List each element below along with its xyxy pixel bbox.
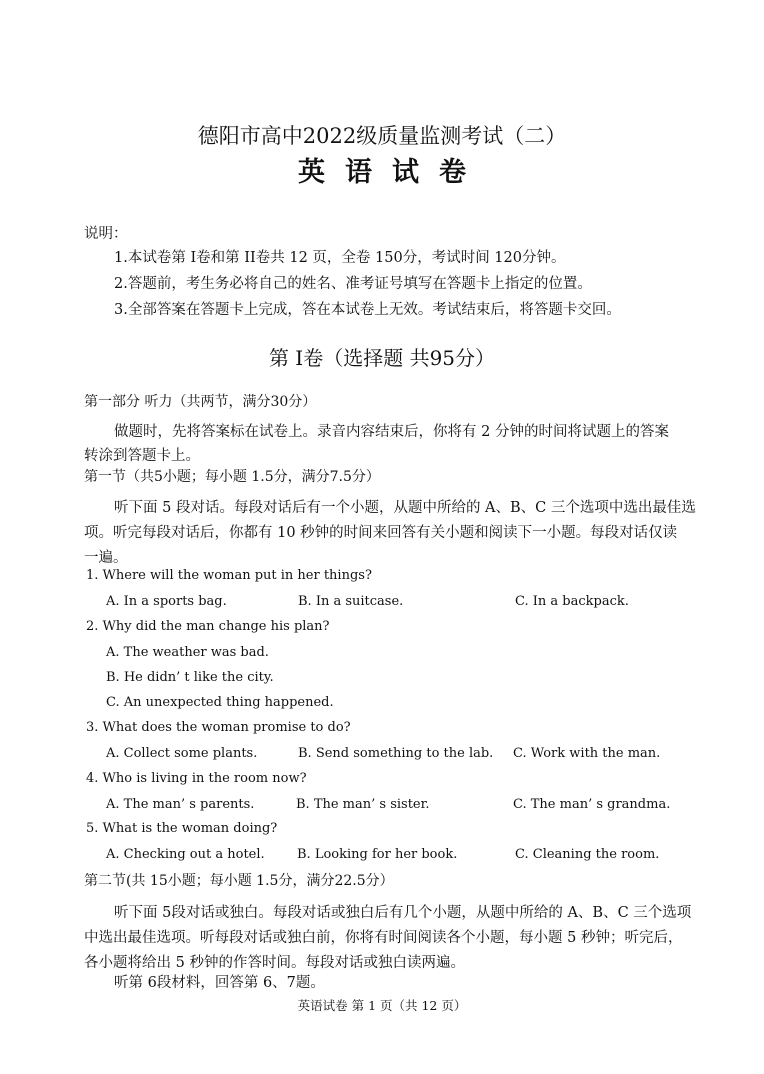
question-stem: 1. Where will the woman put in her things? (86, 568, 372, 583)
part1-heading: 第一部分 听力（共两节，满分30分） (84, 394, 317, 410)
part1-intro-line: 转涂到答题卡上。 (84, 448, 200, 464)
option-b: B. He didn’ t like the city. (106, 670, 274, 685)
question-stem: 4. Who is living in the room now? (86, 771, 307, 786)
option-a: A. Collect some plants. (106, 746, 258, 761)
option-a: A. In a sports bag. (106, 594, 227, 609)
page-footer: 英语试卷 第 1 页（共 12 页） (297, 998, 467, 1013)
part1-intro-line: 做题时，先将答案标在试卷上。录音内容结束后，你将有 2 分钟的时间将试题上的答案 (114, 424, 669, 440)
section2-intro-line: 各小题将给出 5 秒钟的作答时间。每段对话或独白读两遍。 (84, 955, 465, 971)
section1-intro-line: 听下面 5 段对话。每段对话后有一个小题，从题中所给的 A、B、C 三个选项中选出最佳选 (114, 500, 696, 516)
option-a: A. The weather was bad. (106, 645, 269, 660)
option-c: C. An unexpected thing happened. (106, 695, 334, 710)
question-stem: 3. What does the woman promise to do? (86, 720, 351, 735)
section2-heading: 第二节(共 15小题；每小题 1.5分，满分22.5分） (84, 873, 394, 889)
option-a: A. The man’ s parents. (106, 797, 255, 812)
option-b: B. The man’ s sister. (296, 797, 430, 812)
exam-title: 德阳市高中2022级质量监测考试（二） (197, 124, 567, 148)
section2-intro-line: 听第 6段材料，回答第 6、7题。 (114, 975, 325, 991)
section1-intro-line: 一遍。 (84, 550, 128, 566)
option-c: C. The man’ s grandma. (513, 797, 671, 812)
volume-title: 第 I卷（选择题 共95分） (268, 346, 496, 370)
option-a: A. Checking out a hotel. (106, 847, 265, 862)
option-c: C. Cleaning the room. (515, 847, 660, 862)
option-b: B. In a suitcase. (298, 594, 404, 609)
section1-intro-line: 项。听完每段对话后，你都有 10 秒钟的时间来回答有关小题和阅读下一小题。每段对话仅读 (84, 525, 678, 541)
option-c: C. In a backpack. (515, 594, 629, 609)
question-stem: 2. Why did the man change his plan? (86, 619, 330, 634)
option-b: B. Looking for her book. (297, 847, 458, 862)
instruction-item: 1.本试卷第 I卷和第 II卷共 12 页，全卷 150分，考试时间 120分钟。 (114, 250, 566, 266)
instruction-item: 2.答题前，考生务必将自己的姓名、准考证号填写在答题卡上指定的位置。 (114, 276, 592, 292)
instructions-label: 说明： (84, 226, 128, 242)
section2-intro-line: 中选出最佳选项。听每段对话或独白前，你将有时间阅读各个小题，每小题 5 秒钟；听完后， (84, 930, 683, 946)
subject-title: 英语试卷 (298, 157, 486, 188)
section2-intro-line: 听下面 5段对话或独白。每段对话或独白后有几个小题，从题中所给的 A、B、C 三个选项 (114, 905, 692, 921)
question-stem: 5. What is the woman doing? (86, 821, 278, 836)
option-b: B. Send something to the lab. (298, 746, 494, 761)
section1-heading: 第一节（共5小题；每小题 1.5分，满分7.5分） (84, 469, 380, 485)
option-c: C. Work with the man. (513, 746, 661, 761)
instruction-item: 3.全部答案在答题卡上完成，答在本试卷上无效。考试结束后，将答题卡交回。 (114, 302, 621, 318)
